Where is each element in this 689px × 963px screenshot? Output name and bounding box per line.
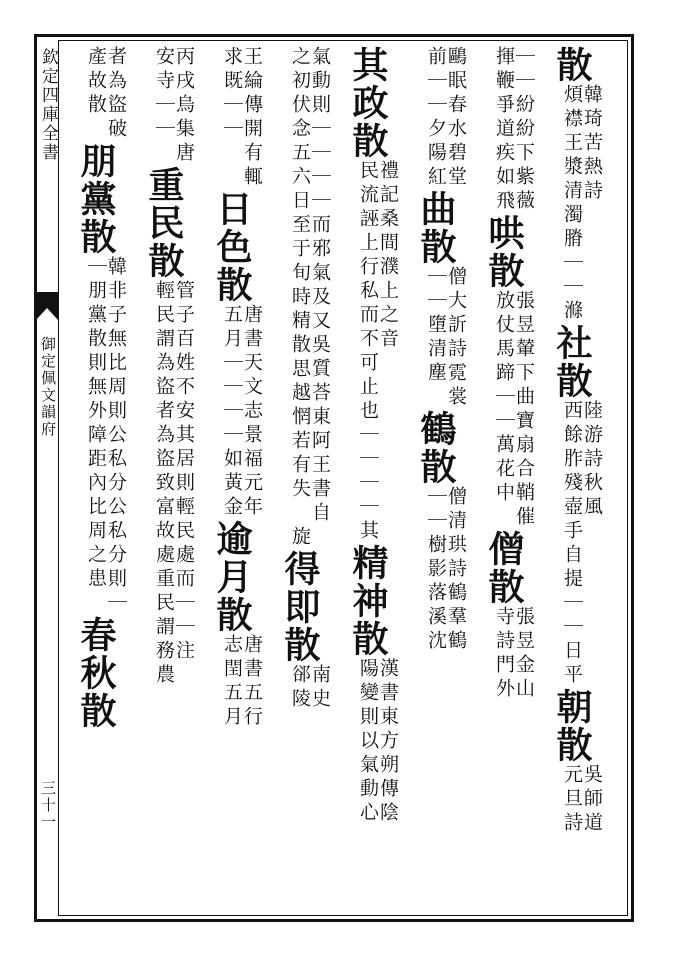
annotation-line: 唐書天文志景福元年	[241, 304, 263, 520]
annotation-line: 志閏五月	[221, 634, 243, 730]
annotation-line: 前｜｜夕陽紅	[425, 46, 447, 190]
annotation-pair	[358, 160, 398, 424]
text-column	[347, 46, 399, 910]
annotation-pair	[358, 658, 398, 826]
headword: 其政散	[347, 46, 389, 160]
headword: 春秋散	[75, 616, 117, 730]
annotation-pair	[154, 46, 194, 166]
headword: 精神散	[347, 544, 389, 658]
headword: 朋黨散	[75, 142, 117, 256]
annotation-line: 管子百姓不安其居則輕民處而｜｜注	[173, 280, 195, 664]
annotation-pair	[426, 486, 466, 654]
annotation-line: 僧清珙詩鶴羣鶴	[445, 486, 467, 654]
annotation-pair	[562, 400, 602, 592]
annotation-line: 西餘胙殘壺手自提	[561, 400, 583, 592]
headword: 得即散	[279, 550, 321, 664]
annotation-line: 漢書東方朔傳陰	[377, 658, 399, 826]
headword: 重民散	[143, 166, 185, 280]
annotation-line: 禮記桑間濮上之音	[377, 160, 399, 352]
page-margin-column	[36, 40, 58, 916]
annotation-line: 陸游詩秋風	[581, 400, 603, 520]
annotation-line: 南史	[309, 664, 331, 712]
text-column	[551, 46, 603, 910]
annotation-pair	[222, 304, 262, 520]
annotation-line: ｜朋黨散則無外障距內比周之患	[85, 256, 107, 592]
annotation-pair	[222, 634, 262, 730]
annotation-pair	[290, 46, 330, 526]
annotation-pair	[154, 280, 194, 688]
headword: 鶴散	[415, 410, 457, 486]
text-column	[143, 46, 195, 910]
body-text: ｜｜日平	[561, 592, 583, 688]
annotation-pair	[426, 266, 466, 410]
annotation-line: ｜｜紛紛下紫薇	[513, 46, 535, 214]
annotation-pair	[494, 606, 534, 702]
annotation-line: 寺詩門外	[493, 606, 515, 702]
body-text: ｜｜滌	[561, 252, 583, 324]
text-column	[75, 46, 127, 910]
text-column	[279, 46, 331, 910]
annotation-line: 求既｜｜	[221, 46, 243, 142]
annotation-pair	[494, 290, 534, 530]
annotation-line: 之初伏念五六日至于旬時精散思越惘若有失	[289, 46, 311, 502]
annotation-line: 者為盜破	[105, 46, 127, 142]
annotation-line: 張昱金山	[513, 606, 535, 702]
headword: 散	[551, 46, 593, 84]
annotation-line: 元旦詩	[561, 764, 583, 836]
annotation-line: ｜｜樹影落溪沈	[425, 486, 447, 654]
annotation-line: 安寺｜｜	[153, 46, 175, 142]
annotation-pair	[222, 46, 262, 190]
annotation-line: 韓非子無比周則公私分公私分則｜	[105, 256, 127, 616]
annotation-line: 僧大訢詩霓裳	[445, 266, 467, 410]
annotation-pair	[494, 46, 534, 214]
headword: 日色散	[211, 190, 253, 304]
annotation-line: 王綸傳開有輒	[241, 46, 263, 190]
annotation-pair	[426, 46, 466, 190]
text-columns	[60, 46, 626, 910]
text-column	[211, 46, 263, 910]
annotation-pair	[562, 764, 602, 836]
text-column	[483, 46, 535, 910]
annotation-line: 吳師道	[581, 764, 603, 836]
headword: 朝散	[551, 688, 593, 764]
annotation-line: 郤陵	[289, 664, 311, 712]
headword: 社散	[551, 324, 593, 400]
annotation-pair	[562, 84, 602, 252]
annotation-line: 氣動則｜｜｜｜而邪氣及又吳質荅東阿王書自	[309, 46, 331, 526]
body-text: ｜｜｜｜其	[357, 424, 379, 544]
fishtail-mark-icon	[36, 292, 58, 320]
annotation-line: 旋	[289, 526, 311, 550]
headword: 曲散	[415, 190, 457, 266]
annotation-line: 陽變則以氣動心	[357, 658, 379, 826]
annotation-line: 韓琦苦熱詩	[581, 84, 603, 204]
annotation-line: ｜｜墮清塵	[425, 266, 447, 386]
headword: 逾月散	[211, 520, 253, 634]
annotation-line: 五月｜｜｜｜如黃金	[221, 304, 243, 520]
annotation-pair	[86, 256, 126, 616]
annotation-line: 鷗眠春水碧堂	[445, 46, 467, 190]
annotation-line: 揮鞭爭道疾如飛	[493, 46, 515, 214]
annotation-line: 產故散	[85, 46, 107, 118]
annotation-line: 張昱輦下曲寶扇合鞘催	[513, 290, 535, 530]
page-number: 三十一	[39, 780, 57, 831]
headword: 哄散	[483, 214, 525, 290]
annotation-line: 輕民謂為盜者為盜致富故處重民謂務農	[153, 280, 175, 688]
annotation-line: 唐書五行	[241, 634, 263, 730]
text-column	[415, 46, 467, 910]
annotation-line: 丙戌烏集唐	[173, 46, 195, 166]
headword: 僧散	[483, 530, 525, 606]
annotation-line: 煩襟王漿清濁膌	[561, 84, 583, 252]
annotation-pair	[290, 664, 330, 712]
annotation-line: 放仗馬蹄｜｜萬花中	[493, 290, 515, 506]
annotation-pair	[290, 526, 310, 550]
book-title: 欽定四庫全書	[38, 48, 58, 162]
book-subtitle: 御定佩文韻府	[39, 336, 57, 438]
annotation-line: 民流誣上行私而不可止也	[357, 160, 379, 424]
annotation-pair	[86, 46, 126, 142]
